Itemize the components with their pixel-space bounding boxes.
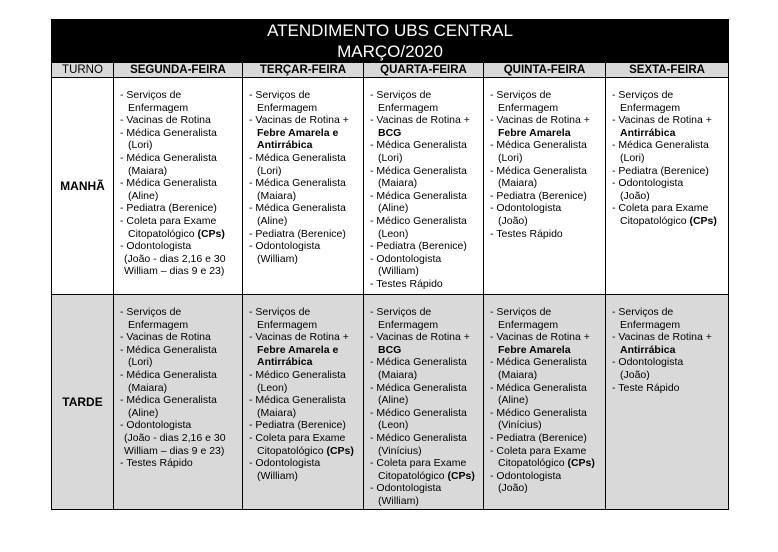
- list-item: (Aline): [128, 406, 159, 419]
- list-item: (William): [257, 252, 298, 265]
- list-item: - Médico Generalista: [249, 368, 346, 381]
- list-item: - Odontologista: [370, 252, 442, 265]
- list-item: Enfermagem: [498, 318, 559, 331]
- list-item: (João - dias 2,16 e 30: [124, 252, 226, 265]
- list-item: (João): [620, 189, 650, 202]
- list-item-bold: Febre Amarela: [498, 126, 571, 139]
- list-item: - Médico Generalista: [370, 214, 467, 227]
- list-item: - Odontologista: [370, 482, 442, 495]
- list-item: - Serviços de: [490, 89, 552, 101]
- list-item: (Maiara): [128, 164, 168, 177]
- header-turno: TURNO: [52, 63, 114, 78]
- list-item: - Testes Rápido: [490, 227, 563, 240]
- title-line-2: MARÇO/2020: [337, 42, 443, 61]
- list-item: - Odontologista: [249, 457, 321, 470]
- list-item: - Médica Generalista: [370, 164, 467, 177]
- row-manha: [52, 78, 729, 295]
- cell-tarde-quinta: [484, 295, 606, 510]
- cell-tarde-segunda: [114, 295, 243, 510]
- cell-manha-sexta: [606, 78, 729, 295]
- header-terca: TERÇAR-FEIRA: [243, 63, 364, 78]
- list-item: - Médica Generalista: [120, 177, 217, 190]
- cell-tarde-quarta: [364, 295, 484, 510]
- list-item: - Pediatra (Berenice): [249, 227, 346, 240]
- list-item-bold: (CPs): [326, 444, 354, 457]
- list-item: Enfermagem: [620, 318, 681, 331]
- list-item: - Odontologista: [249, 240, 321, 253]
- list-item: Enfermagem: [378, 101, 439, 114]
- header-row: [52, 63, 729, 78]
- list-item: - Vacinas de Rotina +: [490, 331, 590, 344]
- list-item: - Serviços de: [120, 306, 182, 318]
- list-item: - Odontologista: [612, 356, 684, 369]
- list-item: [249, 344, 361, 357]
- list-item: - Odontologista: [120, 240, 192, 253]
- list-item: (Vinícius): [378, 444, 422, 457]
- list-item: - Médica Generalista: [120, 151, 217, 164]
- list-item-bold: Febre Amarela e: [257, 343, 339, 356]
- list-item: - Pediatra (Berenice): [490, 189, 587, 202]
- list-item: [612, 344, 726, 357]
- list-item: - Teste Rápido: [612, 381, 680, 394]
- list-item: (Leon): [378, 227, 409, 240]
- list-item: - Serviços de: [370, 89, 432, 101]
- list-item: - Odontologista: [490, 469, 562, 482]
- list-item-text: Citopatológico: [128, 227, 198, 240]
- list-item: (João): [620, 368, 650, 381]
- list-item: [612, 215, 726, 228]
- list-item: (Maiara): [257, 189, 297, 202]
- list-item: - Médico Generalista: [490, 406, 587, 419]
- list-item: (Leon): [257, 381, 288, 394]
- list-item: - Médica Generalista: [249, 202, 346, 215]
- list-item: (Aline): [257, 214, 288, 227]
- list-item: - Médica Generalista: [120, 368, 217, 381]
- list-item: Enfermagem: [378, 318, 439, 331]
- list-item: - Odontologista: [120, 419, 192, 432]
- list-item: (Maiara): [128, 381, 168, 394]
- title-line-1: ATENDIMENTO UBS CENTRAL: [267, 21, 513, 40]
- header-quinta: QUINTA-FEIRA: [484, 63, 606, 78]
- list-item: Enfermagem: [498, 101, 559, 114]
- list-item: - Médica Generalista: [370, 381, 467, 394]
- list-item: (William): [257, 469, 298, 482]
- list-item: William – dias 9 e 23): [124, 444, 225, 457]
- list-item: - Serviços de: [249, 306, 311, 318]
- cell-manha-terca: [243, 78, 364, 295]
- list-item-bold: Antirrábica: [257, 356, 313, 369]
- list-item-bold: Antirrábica: [620, 343, 676, 356]
- list-item: - Médica Generalista: [249, 394, 346, 407]
- list-item: [249, 139, 361, 152]
- list-item: (Aline): [498, 394, 529, 407]
- list-item: - Serviços de: [490, 306, 552, 318]
- list-item: - Serviços de: [120, 89, 182, 101]
- list-item: [370, 344, 481, 357]
- list-item: [249, 356, 361, 369]
- list-item: - Coleta para Exame: [612, 202, 709, 215]
- list-item: - Médica Generalista: [370, 139, 467, 152]
- list-item: (Maiara): [498, 177, 538, 190]
- list-item: (William): [378, 265, 419, 278]
- list-item: (Maiara): [498, 368, 538, 381]
- list-item: - Coleta para Exame: [490, 444, 587, 457]
- list-item: - Serviços de: [249, 89, 311, 101]
- list-item: - Pediatra (Berenice): [490, 431, 587, 444]
- list-item: (Lori): [257, 164, 282, 177]
- list-item: - Vacinas de Rotina +: [370, 331, 470, 344]
- list-item: (João): [498, 214, 528, 227]
- list-item: - Coleta para Exame: [249, 431, 346, 444]
- list-item: - Médica Generalista: [370, 189, 467, 202]
- cell-tarde-terca: [243, 295, 364, 510]
- row-tarde: [52, 295, 729, 510]
- list-item: - Médica Generalista: [490, 164, 587, 177]
- list-item: - Médica Generalista: [612, 139, 709, 152]
- list-item: Enfermagem: [257, 318, 318, 331]
- list-item: Enfermagem: [128, 101, 189, 114]
- schedule-document: [51, 19, 728, 510]
- list-item: [612, 127, 726, 140]
- list-item: (Vinícius): [498, 419, 542, 432]
- list-item: Enfermagem: [128, 318, 189, 331]
- list-item-bold: Febre Amarela: [498, 343, 571, 356]
- list-item: - Serviços de: [612, 306, 674, 318]
- list-item-bold: (CPs): [567, 457, 595, 470]
- list-item: - Coleta para Exame: [370, 457, 467, 470]
- list-item-bold: (CPs): [197, 227, 225, 240]
- list-item: William – dias 9 e 23): [124, 265, 225, 278]
- list-item-bold: Antirrábica: [257, 139, 313, 152]
- list-item-text: Citopatológico: [378, 469, 448, 482]
- list-item: Enfermagem: [257, 101, 318, 114]
- list-item: (Lori): [498, 151, 523, 164]
- list-item: (Aline): [378, 202, 409, 215]
- list-item: - Médica Generalista: [490, 139, 587, 152]
- list-item: (Maiara): [378, 177, 418, 190]
- list-item: [490, 344, 603, 357]
- list-item: (Lori): [620, 151, 645, 164]
- list-item: - Médica Generalista: [120, 126, 217, 139]
- list-item: - Vacinas de Rotina: [120, 114, 211, 127]
- list-item: [490, 457, 603, 470]
- list-item: - Odontologista: [490, 202, 562, 215]
- list-item: - Vacinas de Rotina +: [370, 114, 470, 127]
- list-item: - Serviços de: [370, 306, 432, 318]
- list-item: (Lori): [128, 139, 153, 152]
- list-item: - Pediatra (Berenice): [612, 164, 709, 177]
- list-item: - Vacinas de Rotina +: [249, 114, 349, 127]
- list-item: - Pediatra (Berenice): [249, 419, 346, 432]
- list-item: - Médica Generalista: [490, 381, 587, 394]
- list-item: - Médico Generalista: [370, 431, 467, 444]
- list-item: Enfermagem: [620, 101, 681, 114]
- header-sexta: SEXTA-FEIRA: [606, 63, 729, 78]
- schedule-table: [51, 19, 729, 510]
- list-item: - Coleta para Exame: [120, 214, 217, 227]
- list-item-bold: Febre Amarela e: [257, 126, 339, 139]
- list-item: (João): [498, 482, 528, 495]
- list-item: (João - dias 2,16 e 30: [124, 431, 226, 444]
- list-item-text: Citopatológico: [498, 457, 568, 470]
- shift-label-tarde: TARDE: [52, 295, 114, 510]
- header-segunda: SEGUNDA-FEIRA: [114, 63, 243, 78]
- list-item-bold: Antirrábica: [620, 126, 676, 139]
- list-item: - Serviços de: [612, 89, 674, 101]
- cell-manha-quinta: [484, 78, 606, 295]
- list-item: - Médica Generalista: [249, 151, 346, 164]
- list-item-bold: (CPs): [689, 214, 717, 227]
- list-item: (Lori): [128, 356, 153, 369]
- list-item: [370, 470, 481, 483]
- list-item: [249, 445, 361, 458]
- header-quarta: QUARTA-FEIRA: [364, 63, 484, 78]
- list-item: [490, 127, 603, 140]
- list-item-text: Citopatológico: [620, 214, 690, 227]
- list-item: [120, 228, 240, 241]
- table-title: [52, 20, 729, 63]
- list-item: - Vacinas de Rotina +: [490, 114, 590, 127]
- list-item: [370, 127, 481, 140]
- list-item: (Leon): [378, 419, 409, 432]
- cell-tarde-sexta: [606, 295, 729, 510]
- list-item: - Vacinas de Rotina +: [249, 331, 349, 344]
- list-item: - Odontologista: [612, 177, 684, 190]
- cell-manha-quarta: [364, 78, 484, 295]
- list-item-bold: BCG: [378, 126, 402, 139]
- list-item: - Médica Generalista: [490, 356, 587, 369]
- list-item-bold: BCG: [378, 343, 402, 356]
- shift-label-manha: MANHÃ: [52, 78, 114, 295]
- list-item: [249, 127, 361, 140]
- list-item: - Médico Generalista: [370, 406, 467, 419]
- list-item: - Vacinas de Rotina: [120, 331, 211, 344]
- list-item: (Maiara): [378, 368, 418, 381]
- list-item: - Vacinas de Rotina +: [612, 331, 712, 344]
- list-item: - Médica Generalista: [120, 343, 217, 356]
- list-item: (Maiara): [257, 406, 297, 419]
- list-item: - Testes Rápido: [370, 277, 443, 290]
- list-item: - Testes Rápido: [120, 457, 193, 470]
- list-item-text: Citopatológico: [257, 444, 327, 457]
- cell-manha-segunda: [114, 78, 243, 295]
- list-item: - Vacinas de Rotina +: [612, 114, 712, 127]
- list-item: - Pediatra (Berenice): [370, 240, 467, 253]
- list-item: (Lori): [378, 151, 403, 164]
- list-item: - Médica Generalista: [249, 177, 346, 190]
- list-item: - Médica Generalista: [120, 394, 217, 407]
- list-item: - Pediatra (Berenice): [120, 202, 217, 215]
- list-item: (William): [378, 494, 419, 507]
- list-item: (Aline): [378, 394, 409, 407]
- list-item-bold: (CPs): [447, 469, 475, 482]
- list-item: - Médica Generalista: [370, 356, 467, 369]
- list-item: (Aline): [128, 189, 159, 202]
